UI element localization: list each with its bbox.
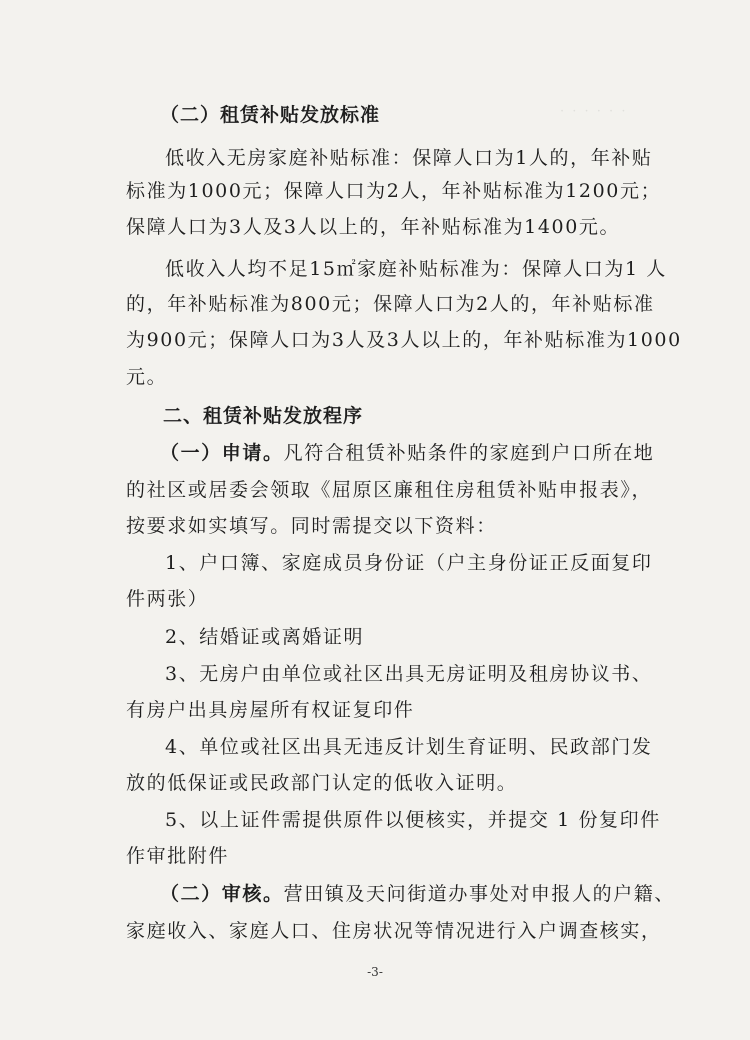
apply-text: 凡符合租赁补贴条件的家庭到户口所在地 xyxy=(283,442,655,464)
paragraph-line: 按要求如实填写。同时需提交以下资料： xyxy=(126,515,497,537)
review-lead: （二）审核。 xyxy=(160,883,284,905)
apply-paragraph-line xyxy=(160,440,655,466)
list-item: 4、单位或社区出具无违反计划生育证明、民政部门发 xyxy=(165,736,653,758)
apply-lead: （一）申请。 xyxy=(160,442,284,464)
paragraph-line: 标准为1000元；保障人口为2人，年补贴标准为1200元； xyxy=(126,180,662,202)
section-heading-subsidy-standard: （二）租赁补贴发放标准 xyxy=(160,104,381,126)
paragraph-line: 的社区或居委会领取《屈原区廉租住房租赁补贴申报表》， xyxy=(126,479,653,501)
paragraph-line: 的，年补贴标准为800元；保障人口为2人的，年补贴标准 xyxy=(126,293,655,315)
paragraph-line: 家庭收入、家庭人口、住房状况等情况进行入户调查核实， xyxy=(126,920,662,942)
list-item: 2、结婚证或离婚证明 xyxy=(165,626,365,648)
review-paragraph-line xyxy=(160,881,676,907)
list-item: 5、以上证件需提供原件以便核实，并提交 1 份复印件 xyxy=(165,809,661,831)
list-item: 1、户口簿、家庭成员身份证（户主身份证正反面复印 xyxy=(165,552,653,574)
list-item: 3、无房户由单位或社区出具无房证明及租房协议书、 xyxy=(165,663,653,685)
paragraph-line: 低收入无房家庭补贴标准：保障人口为1人的，年补贴 xyxy=(165,147,653,169)
list-item-continuation: 放的低保证或民政部门认定的低收入证明。 xyxy=(126,772,518,794)
list-item-continuation: 作审批附件 xyxy=(126,845,230,867)
bleed-through-text: · · · · · · xyxy=(560,104,628,119)
paragraph-line: 元。 xyxy=(126,366,168,388)
section-heading-procedure: 二、租赁补贴发放程序 xyxy=(163,405,364,427)
paragraph-line: 低收入人均不足15㎡家庭补贴标准为：保障人口为1 人 xyxy=(165,258,667,280)
review-text: 营田镇及天问街道办事处对申报人的户籍、 xyxy=(283,883,676,905)
paragraph-line: 为900元；保障人口为3人及3人以上的，年补贴标准为1000 xyxy=(126,329,682,351)
page-number: -3- xyxy=(367,965,383,979)
paragraph-line: 保障人口为3人及3人以上的，年补贴标准为1400元。 xyxy=(126,216,621,238)
list-item-continuation: 有房户出具房屋所有权证复印件 xyxy=(126,699,415,721)
list-item-continuation: 件两张） xyxy=(126,588,209,610)
